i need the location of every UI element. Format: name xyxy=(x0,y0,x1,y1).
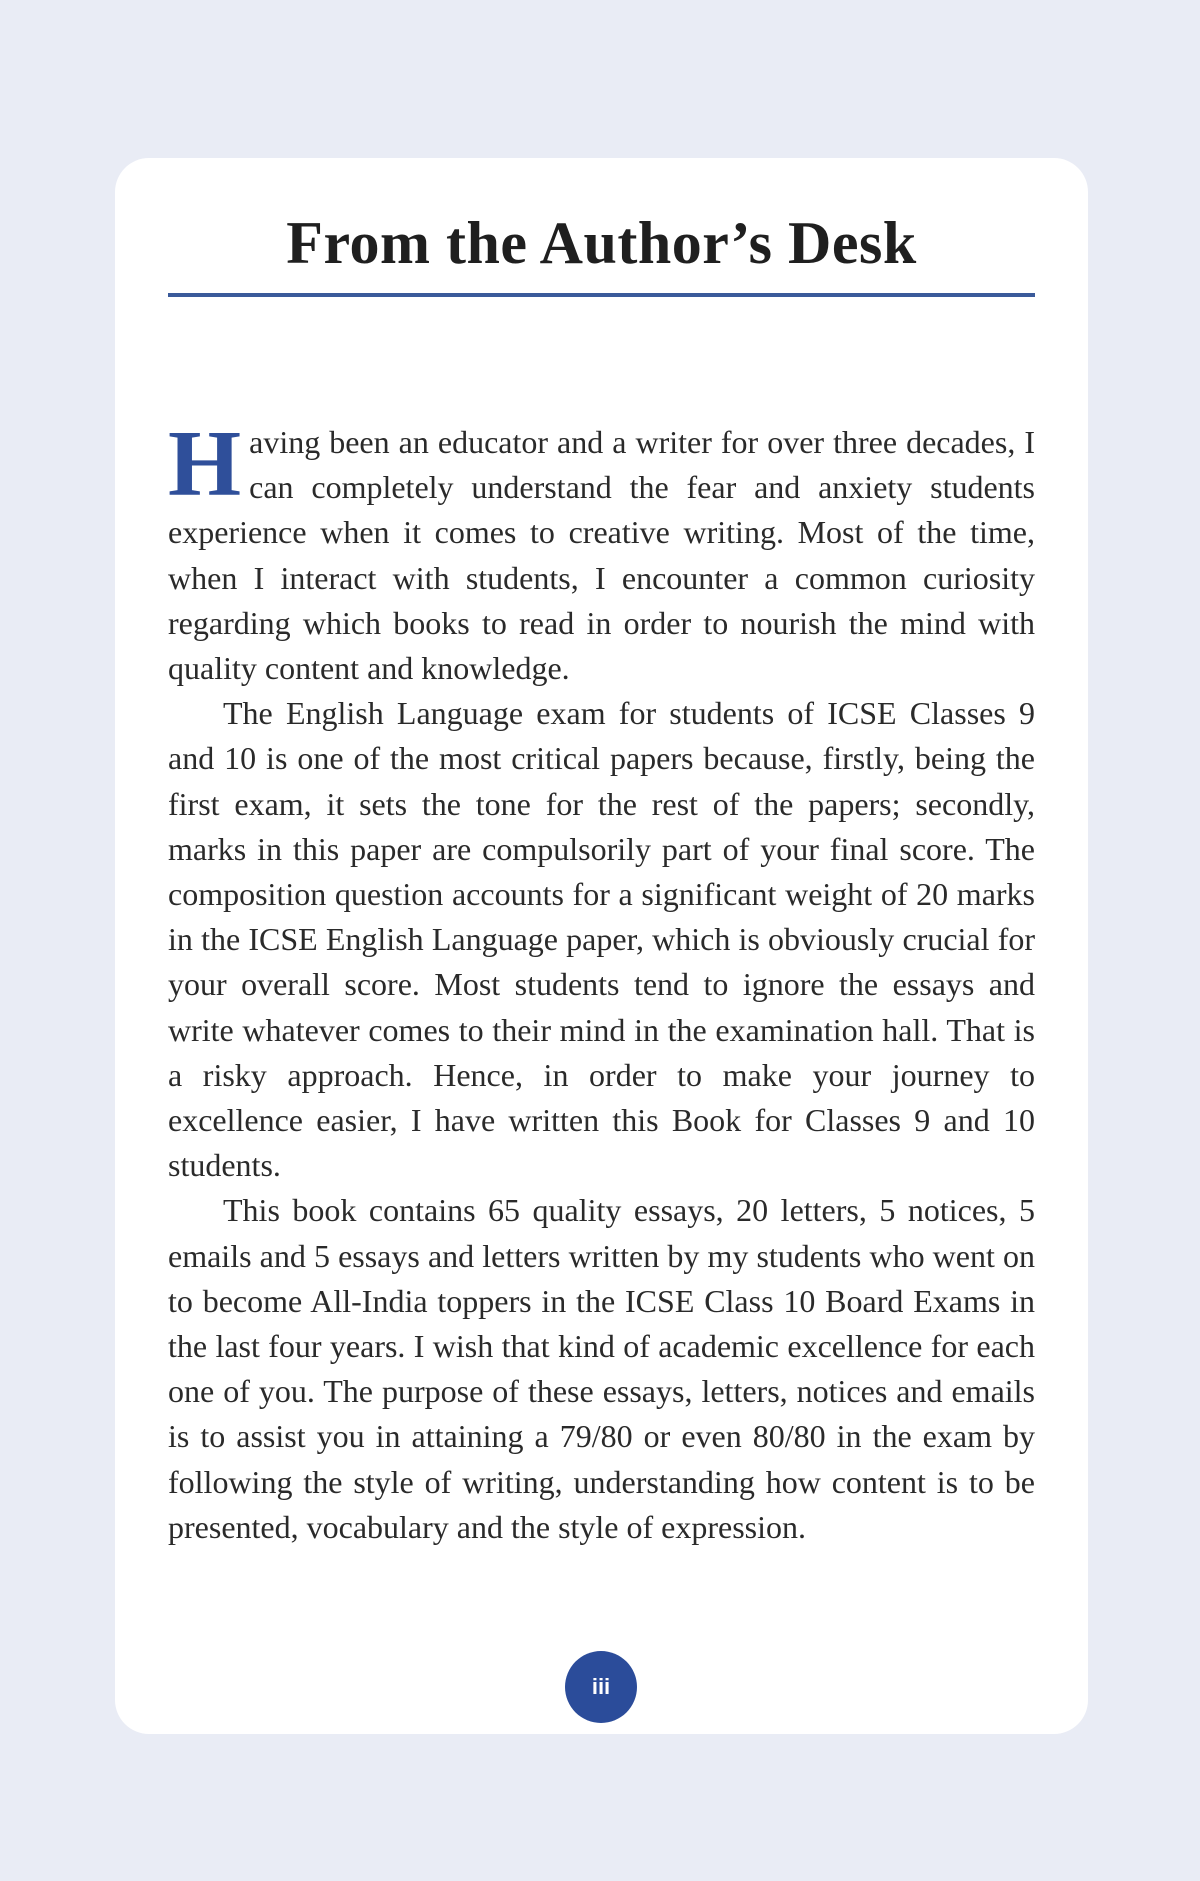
paragraph-2: The English Language exam for students of ICSE Classes 9 and 10 is one of the most critical papers because, firstly, being the first exam, it sets the tone for the rest of the papers; secondly, marks in this paper are compulsorily part of your final score. The composition question accounts for a significant weight of 20 marks in the ICSE English Language paper, which is obviously crucial for your overall score. Most students tend to ignore the essays and write whatever comes to their mind in the examination hall. That is a risky approach. Hence, in order to make your journey to excellence easier, I have written this Book for Classes 9 and 10 students. xyxy=(168,695,1035,1184)
drop-cap: H xyxy=(168,412,242,516)
page-title: From the Author’s Desk xyxy=(286,210,917,276)
paragraph-1-text: aving been an educator and a writer for over three decades, I can completely understand the fear and anxiety students experience when it comes to creative writing. Most of the time, when I interact with students, I encounter a common curiosity regarding which books to read in order to nourish the mind with quality content and knowledge. xyxy=(168,424,1035,687)
title-underline xyxy=(168,293,1035,297)
page-card xyxy=(115,158,1088,1734)
paragraph-1 xyxy=(168,412,1035,691)
body-text xyxy=(168,412,1035,1550)
page-number-badge: iii xyxy=(565,1651,637,1723)
paragraph-3: This book contains 65 quality essays, 20 letters, 5 notices, 5 emails and 5 essays and letters written by my students who went on to become All-India toppers in the ICSE Class 10 Board Exams in the last four years. I wish that kind of academic excellence for each one of you. The purpose of these essays, letters, notices and emails is to assist you in attaining a 79/80 or even 80/80 in the exam by following the style of writing, understanding how content is to be presented, vocabulary and the style of expression. xyxy=(168,1192,1035,1545)
